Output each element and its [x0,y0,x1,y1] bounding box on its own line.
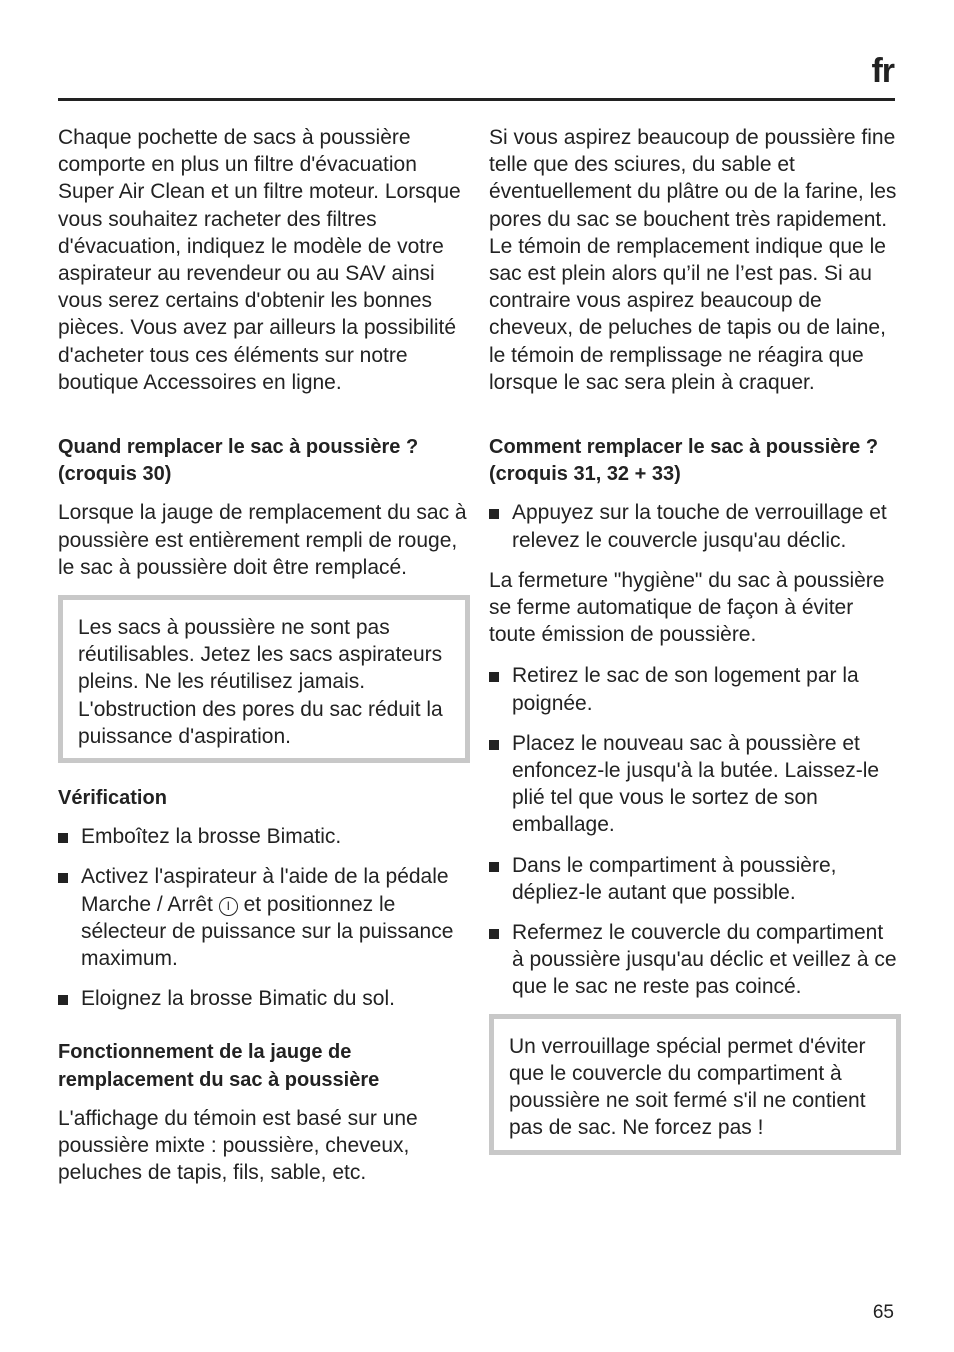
header-rule [58,98,895,101]
heading-verification: Vérification [58,787,167,810]
intro-paragraph: Si vous aspirez beaucoup de poussière fine telle que des sciures, du sable et éventuellement du plâtre ou de la farine, les pores du sac se bouchent très rapidement. Le témoin de remplacement indique que le sac est plein alors qu’il ne l’est pas. Si au contraire vous aspirez beaucoup de cheveux, de peluches de tapis ou de laine, le témoin de remplissage ne réagira que lorsque le sac sera plein à craquer. [489,126,897,394]
power-symbol-icon: I [219,897,238,916]
page-number: 65 [872,1302,894,1323]
bullet-icon [58,833,68,843]
bullet-icon [489,672,499,682]
bullet-icon [489,509,499,519]
list-item-text: et positionnez le sélecteur de puissance sur la puissance maximum. [81,892,454,971]
list-item-text: Activez l'aspirateur à l'aide de la pédale Marche / Arrêt [81,865,449,916]
hygiene-paragraph: La fermeture "hygiène" du sac à poussière se ferme automatique de façon à éviter toute émission de poussière. [489,568,885,647]
when-replace-paragraph: Lorsque la jauge de remplacement du sac à poussière est entièrement rempli de rouge, le sac à poussière doit être remplacé. [58,501,467,579]
list-item [489,662,899,716]
list-item [489,499,899,553]
verification-list [58,823,468,1012]
steps-list-continued [489,662,899,1000]
note-box-reuse [58,595,470,763]
list-item [489,852,899,906]
note-text: Les sacs à poussière ne sont pas réutilisables. Jetez les sacs aspirateurs pleins. Ne les réutilisez jamais. L'obstruction des pores du sac réduit la puissance d'aspiration. [78,616,443,748]
list-item-text: Emboîtez la brosse Bimatic. [81,825,342,849]
gauge-function-paragraph: L'affichage du témoin est basé sur une poussière mixte : poussière, cheveux, peluches de tapis, fils, sable, etc. [58,1106,418,1185]
list-item [489,730,899,839]
bullet-icon [58,995,68,1005]
bullet-icon [489,862,499,872]
list-item [489,919,899,1001]
list-item-text: Eloignez la brosse Bimatic du sol. [81,987,395,1011]
bullet-icon [58,873,68,883]
list-item [58,985,468,1012]
heading-how-replace: Comment remplacer le sac à poussière ? (croquis 31, 32 + 33) [489,436,879,486]
bullet-icon [489,929,499,939]
list-item-text: Retirez le sac de son logement par la poignée. [512,664,859,715]
left-column [58,124,468,1201]
language-marker: fr [871,52,894,90]
list-item-text: Appuyez sur la touche de verrouillage et relevez le couvercle jusqu'au déclic. [512,501,887,552]
heading-gauge-function: Fonctionnement de la jauge de remplacement du sac à poussière [58,1041,380,1091]
list-item [58,823,468,850]
right-column [489,124,899,1177]
steps-list [489,499,899,553]
list-item-text: Dans le compartiment à poussière, dépliez-le autant que possible. [512,853,837,904]
list-item [58,863,468,972]
note-box-lock [489,1014,901,1155]
heading-when-replace: Quand remplacer le sac à poussière ? (croquis 30) [58,436,419,486]
list-item-text: Placez le nouveau sac à poussière et enfoncez-le jusqu'à la butée. Laissez-le plié tel que vous le sortez de son emballage. [512,731,880,837]
bullet-icon [489,740,499,750]
intro-paragraph: Chaque pochette de sacs à poussière comporte en plus un filtre d'évacuation Super Air Clean et un filtre moteur. Lorsque vous souhaitez racheter des filtres d'évacuation, indiquez le modèle de votre aspirateur au revendeur ou au SAV ainsi vous serez certains d'obtenir les bonnes pièces. Vous avez par ailleurs la possibilité d'acheter tous ces éléments sur notre boutique Accessoires en ligne. [58,126,461,394]
note-text: Un verrouillage spécial permet d'éviter que le couvercle du compartiment à poussière ne soit fermé s'il ne contient pas de sac. Ne forcez pas ! [509,1034,866,1140]
list-item-text: Refermez le couvercle du compartiment à poussière jusqu'au déclic et veillez à ce que le sac ne reste pas coincé. [512,921,897,999]
